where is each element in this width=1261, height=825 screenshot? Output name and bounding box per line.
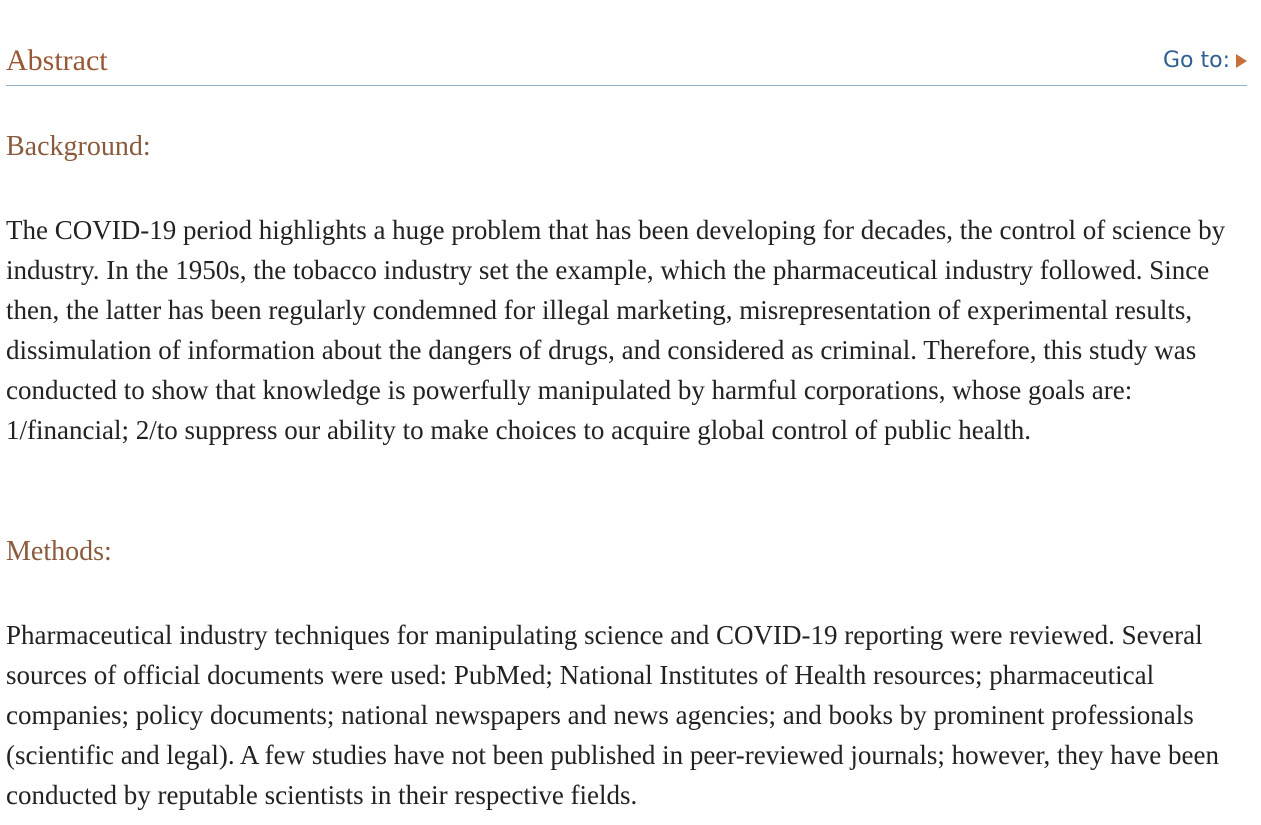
triangle-right-icon[interactable] bbox=[1236, 54, 1247, 68]
section-body-methods: Pharmaceutical industry techniques for manipulating science and COVID-19 reporting were reviewed. Several sources of official documents were used: PubMed; National Institutes of Health resources; pharmaceutical companies; policy documents; national newspapers and news agencies; and books by prominent professionals (scientific and legal). A few studies have not been published in peer-reviewed journals; however, they have been conducted by reputable scientists in their respective fields. bbox=[6, 620, 1219, 810]
abstract-header bbox=[6, 40, 1247, 86]
goto-label[interactable]: Go to: bbox=[1163, 48, 1230, 73]
goto-link[interactable] bbox=[1163, 47, 1247, 75]
section-body-background: The COVID-19 period highlights a huge problem that has been developing for decades, the control of science by industry. In the 1950s, the tobacco industry set the example, which the pharmaceutical industry followed. Since then, the latter has been regularly condemned for illegal marketing, misrepresentation of experimental results, dissimulation of information about the dangers of drugs, and considered as criminal. Therefore, this study was conducted to show that knowledge is powerfully manipulated by harmful corporations, whose goals are: 1/financial; 2/to suppress our ability to make choices to acquire global control of public health. bbox=[6, 215, 1226, 445]
section-heading-background: Background: bbox=[6, 131, 151, 162]
abstract-title: Abstract bbox=[6, 44, 108, 77]
section-heading-methods: Methods: bbox=[6, 536, 112, 567]
